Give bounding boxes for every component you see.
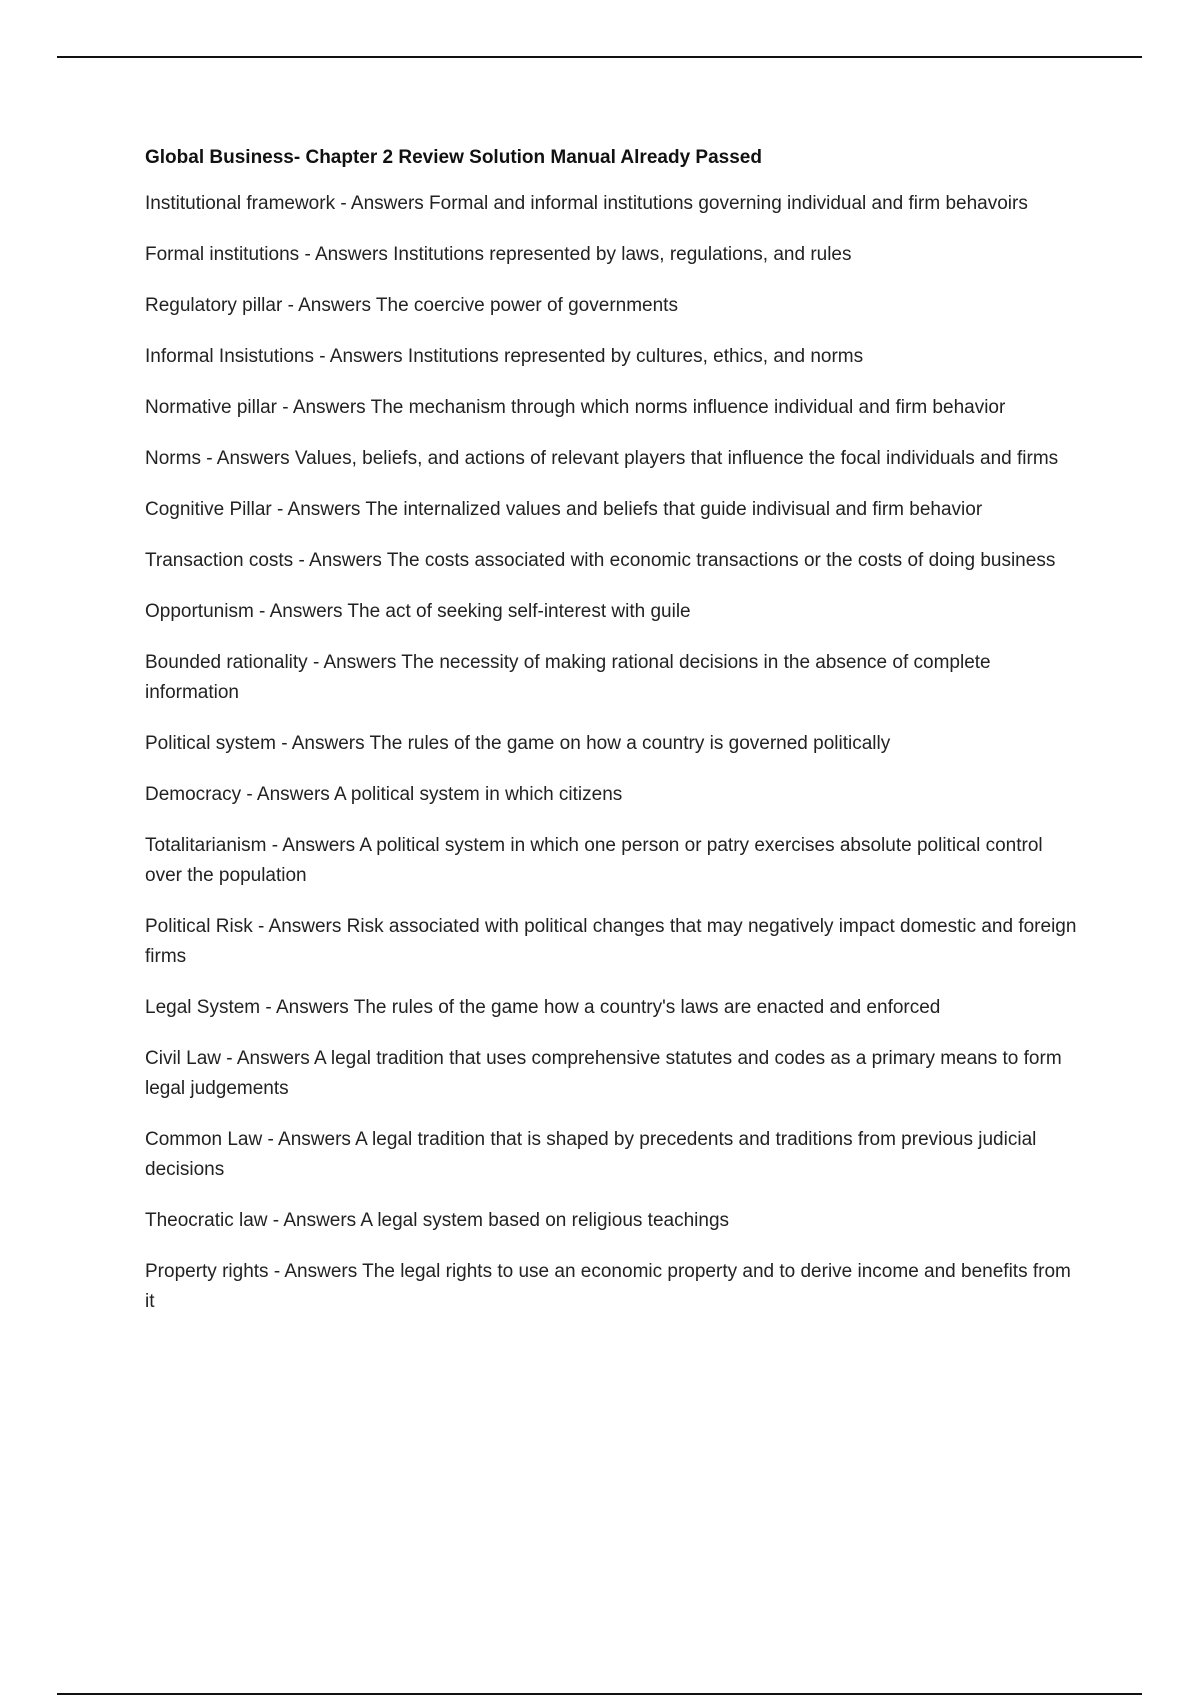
entry-legal-system: Legal System - Answers The rules of the game how a country's laws are enacted and enforced <box>145 997 941 1018</box>
entry-normative-pillar: Normative pillar - Answers The mechanism through which norms influence individual and firm behavior <box>145 397 1006 418</box>
entry-opportunism: Opportunism - Answers The act of seeking self-interest with guile <box>145 601 691 622</box>
entry-property-rights: Property rights - Answers The legal rights to use an economic property and to derive income and benefits from it <box>145 1261 1071 1312</box>
entry-informal-institutions: Informal Insistutions - Answers Institutions represented by cultures, ethics, and norms <box>145 346 864 367</box>
header-rule <box>57 56 1142 58</box>
entry-bounded-rationality: Bounded rationality - Answers The necessity of making rational decisions in the absence of complete information <box>145 652 991 703</box>
entry-political-risk: Political Risk - Answers Risk associated with political changes that may negatively impact domestic and foreign firms <box>145 916 1077 967</box>
document-body <box>145 143 1080 1338</box>
entry-regulatory-pillar: Regulatory pillar - Answers The coercive power of governments <box>145 295 678 316</box>
entry-totalitarianism: Totalitarianism - Answers A political system in which one person or patry exercises absolute political control over the population <box>145 835 1043 886</box>
entry-transaction-costs: Transaction costs - Answers The costs associated with economic transactions or the costs of doing business <box>145 550 1056 571</box>
footer-rule <box>57 1693 1142 1695</box>
entry-theocratic-law: Theocratic law - Answers A legal system based on religious teachings <box>145 1210 730 1231</box>
entry-political-system: Political system - Answers The rules of the game on how a country is governed politically <box>145 733 891 754</box>
entry-formal-institutions: Formal institutions - Answers Institutions represented by laws, regulations, and rules <box>145 244 852 265</box>
entry-democracy: Democracy - Answers A political system in which citizens <box>145 784 623 805</box>
entry-norms: Norms - Answers Values, beliefs, and actions of relevant players that influence the focal individuals and firms <box>145 448 1059 469</box>
entry-institutional-framework: Institutional framework - Answers Formal and informal institutions governing individual and firm behavoirs <box>145 193 1028 214</box>
entry-cognitive-pillar: Cognitive Pillar - Answers The internalized values and beliefs that guide indivisual and firm behavior <box>145 499 983 520</box>
document-title: Global Business- Chapter 2 Review Solution Manual Already Passed <box>145 147 762 168</box>
entry-common-law: Common Law - Answers A legal tradition that is shaped by precedents and traditions from previous judicial decisions <box>145 1129 1037 1180</box>
entry-civil-law: Civil Law - Answers A legal tradition that uses comprehensive statutes and codes as a primary means to form legal judgements <box>145 1048 1062 1099</box>
